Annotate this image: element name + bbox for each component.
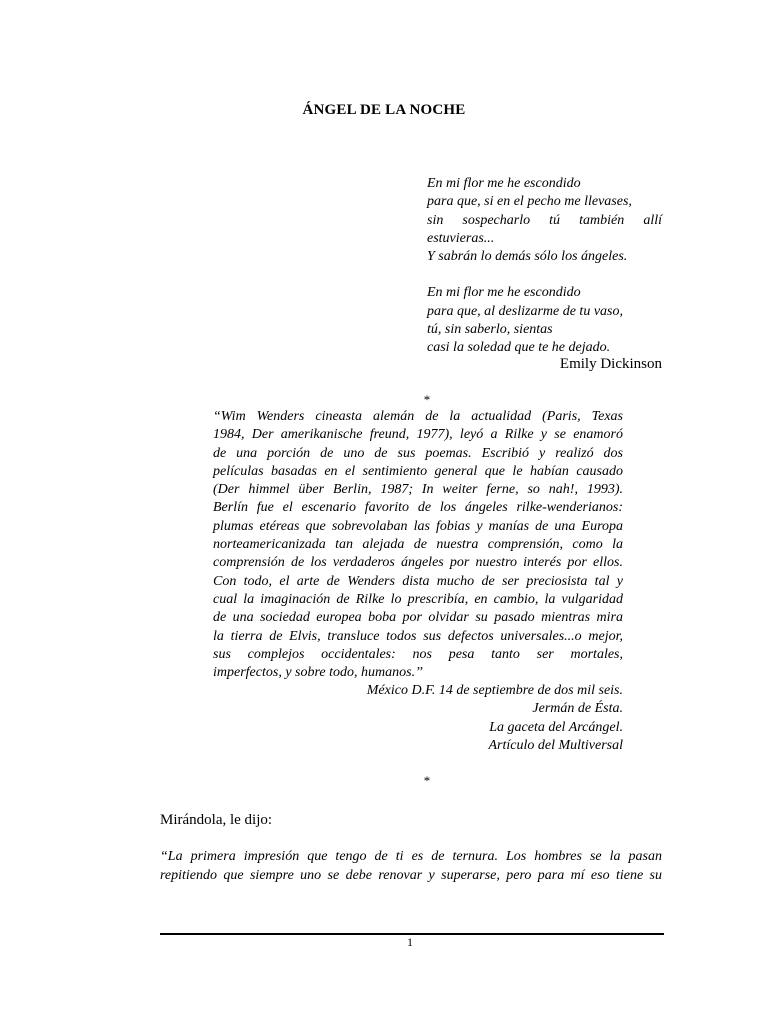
- epigraph-line: tú, sin saberlo, sientas: [427, 322, 553, 338]
- quote-signature: [213, 682, 623, 755]
- section-separator: *: [423, 392, 431, 407]
- quote-line: plumas etéreas que sobrevolaban las fobias y manías de una Europa: [213, 518, 623, 534]
- body-paragraph: [160, 848, 662, 885]
- quote-line: películas basadas en el sentimiento general que le habían causado: [213, 463, 623, 479]
- epigraph-line: Y sabrán lo demás sólo los ángeles.: [427, 249, 628, 265]
- quote-line: sus complejos occidentales: nos pesa tanto ser mortales,: [213, 646, 623, 662]
- epigraph-line: para que, si en el pecho me llevases,: [427, 194, 632, 210]
- epigraph-stanza-1: [427, 175, 662, 266]
- epigraph-line: sin sospecharlo tú también allí: [427, 212, 662, 228]
- quote-line: de una porción de uno de sus poemas. Escribió y realizó dos: [213, 445, 623, 461]
- quote-line: comprensión de los verdaderos ángeles por nuestro interés por ellos.: [213, 555, 623, 571]
- document-title: ÁNGEL DE LA NOCHE: [302, 102, 466, 118]
- epigraph-author: Emily Dickinson: [559, 356, 662, 372]
- body-line: repitiendo que siempre uno se debe renovar y superarse, pero para mí eso tiene su: [160, 867, 662, 883]
- quote-line: norteamericanizada tan alejada de nuestra comprensión, como la: [213, 537, 623, 553]
- quote-line: imperfectos, y sobre todo, humanos.’’: [213, 665, 423, 681]
- epigraph-line: para que, al deslizarme de tu vaso,: [427, 303, 623, 319]
- narrative-intro: Mirándola, le dijo:: [160, 812, 273, 828]
- page-number: 1: [407, 935, 413, 949]
- quote-block: [213, 408, 623, 682]
- signature-line: México D.F. 14 de septiembre de dos mil seis.: [366, 683, 623, 698]
- epigraph-line: En mi flor me he escondido: [427, 176, 581, 191]
- epigraph-line: estuvieras...: [427, 230, 495, 246]
- quote-line: Con todo, el arte de Wenders dista mucho de ser preciosista tal y: [213, 573, 623, 589]
- epigraph-stanza-2: [427, 284, 662, 357]
- epigraph-line: En mi flor me he escondido: [427, 285, 581, 301]
- section-separator: *: [423, 773, 431, 788]
- body-line: “La primera impresión que tengo de ti es de ternura. Los hombres se la pasan: [160, 849, 662, 864]
- epigraph: [427, 175, 662, 376]
- signature-line: La gaceta del Arcángel.: [489, 719, 623, 735]
- quote-line: “Wim Wenders cineasta alemán de la actualidad (Paris, Texas: [213, 409, 623, 424]
- quote-line: (Der himmel über Berlin, 1987; In weiter ferne, so nah!, 1993).: [213, 482, 623, 498]
- quote-line: cual la imaginación de Rilke lo prescribía, en cambio, la vulgaridad: [213, 591, 623, 607]
- epigraph-line: casi la soledad que te he dejado.: [427, 340, 611, 356]
- quote-line: Berlín fue el escenario favorito de los ángeles rilke-wenderianos:: [213, 500, 623, 516]
- quote-line: 1984, Der amerikanische freund, 1977), leyó a Rilke y se enamoró: [213, 427, 623, 443]
- quote-line: de una sociedad europea boba por olvidar su pasado mientras mira: [213, 610, 623, 626]
- signature-line: Artículo del Multiversal: [488, 737, 623, 753]
- signature-line: Jermán de Ésta.: [532, 701, 623, 717]
- quote-line: la tierra de Elvis, transluce todos sus defectos universales...o mejor,: [213, 628, 623, 644]
